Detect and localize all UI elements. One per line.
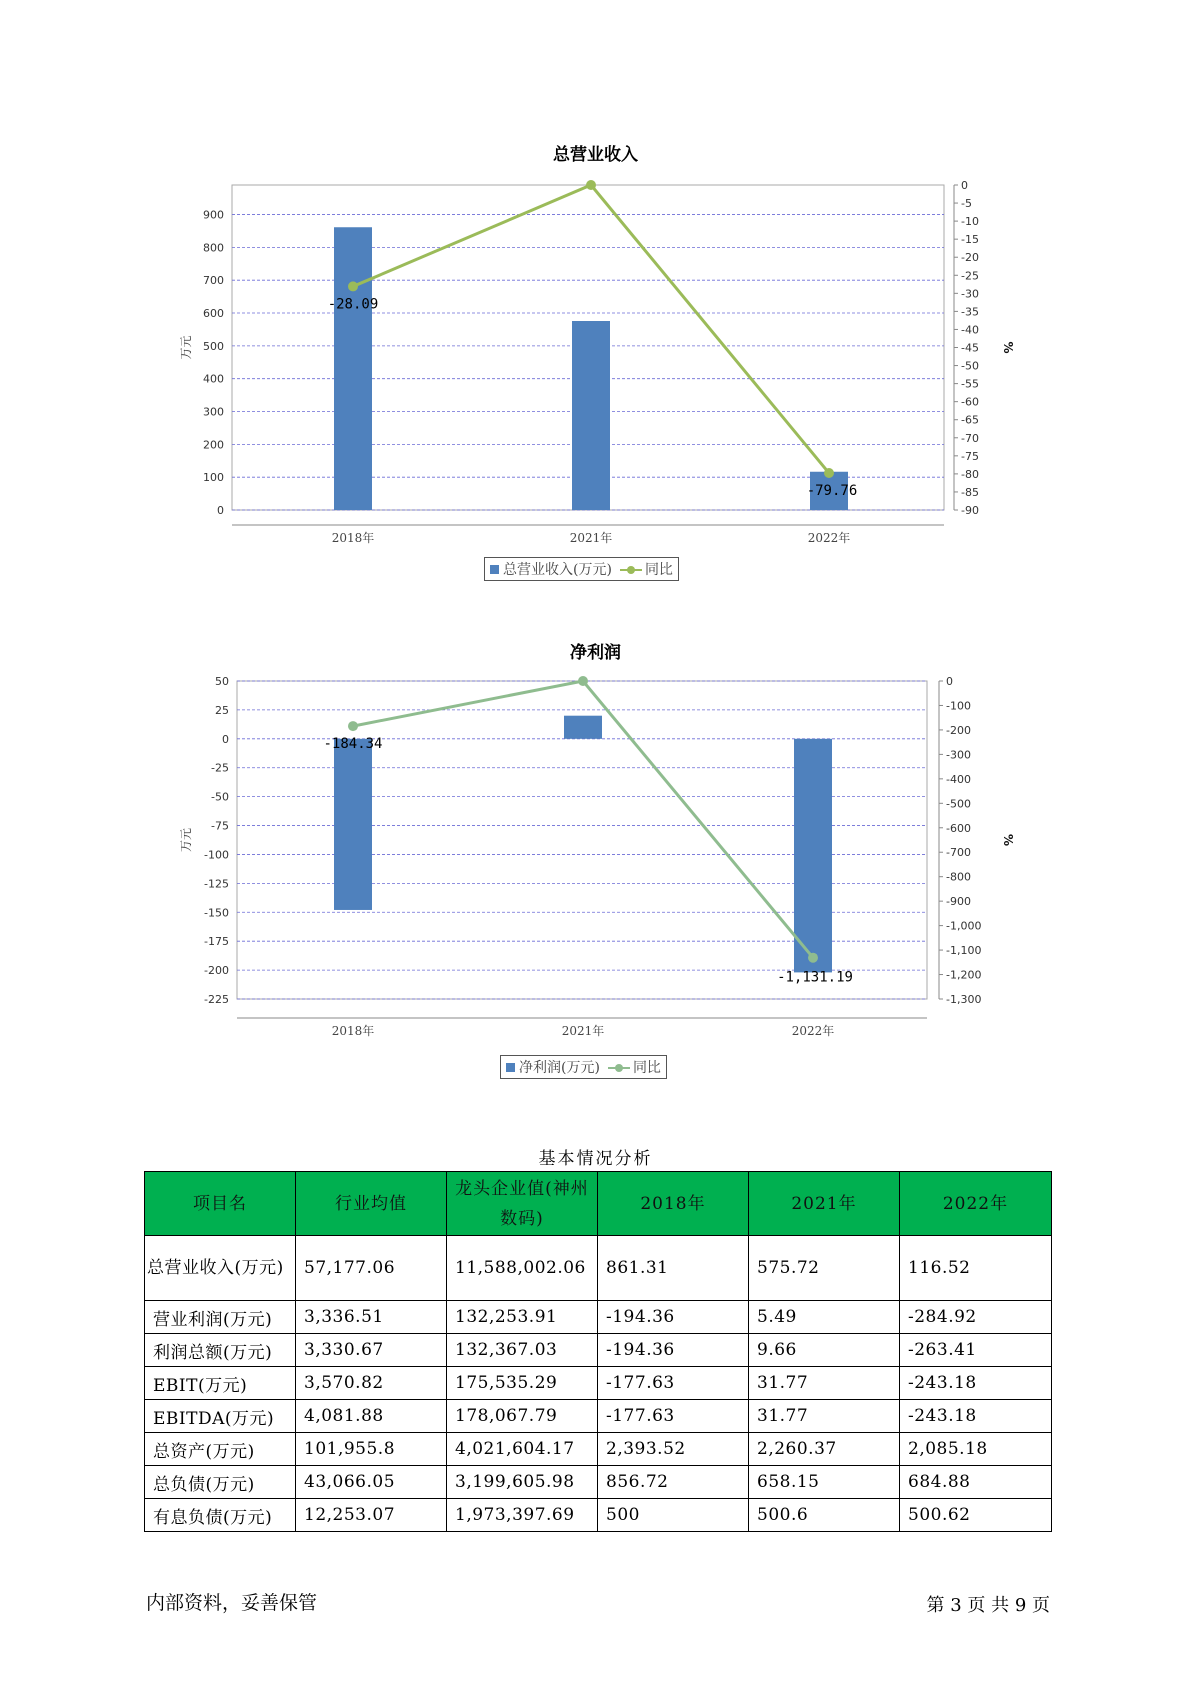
right-tick-label: -100 bbox=[946, 699, 971, 713]
y-tick-label: -50 bbox=[211, 790, 229, 804]
table-row bbox=[145, 1499, 1052, 1532]
y-tick-label: 0 bbox=[217, 504, 224, 517]
right-tick-label: -10 bbox=[961, 215, 979, 229]
net-profit-chart bbox=[0, 638, 1191, 1098]
chart-legend bbox=[500, 1055, 667, 1079]
right-tick-label: -300 bbox=[946, 748, 971, 762]
value-cell: 116.52 bbox=[900, 1236, 1052, 1301]
yoy-point bbox=[348, 281, 358, 291]
right-tick-label: -5 bbox=[961, 197, 972, 211]
right-tick-label: -900 bbox=[946, 895, 971, 909]
chart-title: 总营业收入 bbox=[553, 145, 638, 165]
x-tick-label: 2018年 bbox=[331, 531, 375, 545]
bar bbox=[334, 739, 372, 910]
revenue-chart-plot bbox=[0, 140, 1191, 580]
value-cell: 9.66 bbox=[749, 1334, 900, 1367]
right-tick-label: -40 bbox=[961, 323, 979, 337]
y-tick-label: 50 bbox=[215, 675, 229, 688]
right-tick-label: -600 bbox=[946, 821, 971, 835]
data-label: -28.09 bbox=[327, 296, 379, 313]
y-tick-label: -125 bbox=[204, 877, 229, 891]
right-tick-label: -200 bbox=[946, 723, 971, 737]
table-header-row bbox=[145, 1172, 1052, 1236]
right-axis-title: % bbox=[1001, 833, 1015, 847]
row-label-cell: EBITDA(万元) bbox=[145, 1400, 296, 1433]
line-swatch bbox=[608, 1063, 630, 1072]
value-cell: 31.77 bbox=[749, 1400, 900, 1433]
y-tick-label: -200 bbox=[204, 964, 229, 978]
right-tick-label: -55 bbox=[961, 377, 979, 391]
y-tick-label: 900 bbox=[203, 208, 224, 222]
value-cell: -243.18 bbox=[900, 1367, 1052, 1400]
footer-confidential: 内部资料，妥善保管 bbox=[146, 1592, 318, 1614]
header-cell: 2022年 bbox=[900, 1172, 1052, 1236]
table-row bbox=[145, 1400, 1052, 1433]
value-cell: 4,081.88 bbox=[296, 1400, 447, 1433]
y-tick-label: 100 bbox=[203, 471, 224, 485]
x-tick-label: 2021年 bbox=[569, 531, 613, 545]
bar bbox=[334, 227, 372, 510]
row-label-cell: 利润总额(万元) bbox=[145, 1334, 296, 1367]
value-cell: 57,177.06 bbox=[296, 1236, 447, 1301]
yoy-point bbox=[586, 180, 596, 190]
left-axis-title: 万元 bbox=[179, 827, 193, 853]
x-tick-label: 2022年 bbox=[807, 531, 851, 545]
value-cell: 178,067.79 bbox=[447, 1400, 598, 1433]
value-cell: 2,260.37 bbox=[749, 1433, 900, 1466]
right-tick-label: -500 bbox=[946, 797, 971, 811]
header-cell: 行业均值 bbox=[296, 1172, 447, 1236]
value-cell: 1,973,397.69 bbox=[447, 1499, 598, 1532]
header-cell: 2018年 bbox=[598, 1172, 749, 1236]
value-cell: 11,588,002.06 bbox=[447, 1236, 598, 1301]
value-cell: 132,367.03 bbox=[447, 1334, 598, 1367]
y-tick-label: 200 bbox=[203, 438, 224, 452]
y-tick-label: -75 bbox=[211, 819, 229, 833]
x-tick-label: 2022年 bbox=[791, 1024, 835, 1038]
value-cell: 5.49 bbox=[749, 1301, 900, 1334]
y-tick-label: 300 bbox=[203, 405, 224, 419]
right-tick-label: -45 bbox=[961, 341, 979, 355]
row-label-cell: 有息负债(万元) bbox=[145, 1499, 296, 1532]
value-cell: 101,955.8 bbox=[296, 1433, 447, 1466]
data-label: -184.34 bbox=[323, 736, 383, 753]
value-cell: -194.36 bbox=[598, 1301, 749, 1334]
y-tick-label: 500 bbox=[203, 339, 224, 353]
y-tick-label: 25 bbox=[215, 703, 229, 717]
right-tick-label: 0 bbox=[946, 675, 953, 688]
right-tick-label: -80 bbox=[961, 467, 979, 481]
value-cell: 3,570.82 bbox=[296, 1367, 447, 1400]
table-row bbox=[145, 1466, 1052, 1499]
row-label-cell: 总营业收入(万元) bbox=[145, 1236, 296, 1301]
value-cell: 3,330.67 bbox=[296, 1334, 447, 1367]
value-cell: 132,253.91 bbox=[447, 1301, 598, 1334]
y-tick-label: -225 bbox=[204, 993, 229, 1006]
right-tick-label: -30 bbox=[961, 287, 979, 301]
right-tick-label: -50 bbox=[961, 359, 979, 373]
bar bbox=[572, 321, 610, 510]
yoy-point bbox=[824, 468, 834, 478]
value-cell: 658.15 bbox=[749, 1466, 900, 1499]
net-profit-chart-plot bbox=[0, 638, 1191, 1078]
line-swatch bbox=[620, 565, 642, 574]
chart-title: 净利润 bbox=[570, 643, 621, 663]
right-tick-label: -90 bbox=[961, 504, 979, 517]
bar-swatch bbox=[490, 565, 499, 574]
right-tick-label: -85 bbox=[961, 485, 979, 499]
data-label: -1,131.19 bbox=[777, 969, 853, 986]
right-axis-title: % bbox=[1001, 341, 1015, 354]
basic-analysis-table bbox=[144, 1171, 1052, 1532]
left-axis-title: 万元 bbox=[179, 335, 193, 360]
right-tick-label: -400 bbox=[946, 772, 971, 786]
header-cell: 龙头企业值(神州数码) bbox=[447, 1172, 598, 1236]
right-tick-label: 0 bbox=[961, 179, 968, 192]
right-tick-label: -70 bbox=[961, 431, 979, 445]
right-tick-label: -15 bbox=[961, 233, 979, 247]
value-cell: -194.36 bbox=[598, 1334, 749, 1367]
bar bbox=[564, 716, 602, 739]
right-tick-label: -25 bbox=[961, 269, 979, 283]
y-tick-label: 600 bbox=[203, 307, 224, 321]
value-cell: -263.41 bbox=[900, 1334, 1052, 1367]
yoy-point bbox=[348, 721, 358, 731]
bar-swatch bbox=[506, 1063, 515, 1072]
value-cell: 575.72 bbox=[749, 1236, 900, 1301]
value-cell: 500.6 bbox=[749, 1499, 900, 1532]
legend-line-label: 同比 bbox=[644, 562, 673, 578]
value-cell: 2,393.52 bbox=[598, 1433, 749, 1466]
yoy-point bbox=[578, 676, 588, 686]
y-tick-label: 400 bbox=[203, 372, 224, 386]
right-tick-label: -60 bbox=[961, 395, 979, 409]
value-cell: -243.18 bbox=[900, 1400, 1052, 1433]
table-row bbox=[145, 1301, 1052, 1334]
y-tick-label: -100 bbox=[204, 848, 229, 862]
right-tick-label: -65 bbox=[961, 413, 979, 427]
value-cell: 4,021,604.17 bbox=[447, 1433, 598, 1466]
right-tick-label: -1,200 bbox=[946, 968, 982, 982]
footer-page-number: 第 3 页 共 9 页 bbox=[926, 1595, 1050, 1616]
value-cell: 684.88 bbox=[900, 1466, 1052, 1499]
value-cell: 500 bbox=[598, 1499, 749, 1532]
value-cell: 175,535.29 bbox=[447, 1367, 598, 1400]
legend-bar-label: 净利润(万元) bbox=[519, 1060, 600, 1076]
x-tick-label: 2021年 bbox=[561, 1024, 605, 1038]
y-tick-label: 0 bbox=[222, 732, 229, 746]
right-tick-label: -75 bbox=[961, 449, 979, 463]
bar bbox=[794, 739, 832, 973]
right-tick-label: -20 bbox=[961, 251, 979, 265]
value-cell: 3,199,605.98 bbox=[447, 1466, 598, 1499]
row-label-cell: 总资产(万元) bbox=[145, 1433, 296, 1466]
y-tick-label: -150 bbox=[204, 906, 229, 920]
chart-legend bbox=[484, 557, 679, 581]
value-cell: 861.31 bbox=[598, 1236, 749, 1301]
y-tick-label: -175 bbox=[204, 935, 229, 949]
value-cell: 31.77 bbox=[749, 1367, 900, 1400]
table-title: 基本情况分析 bbox=[538, 1149, 653, 1169]
y-tick-label: 700 bbox=[203, 274, 224, 288]
yoy-point bbox=[808, 953, 818, 963]
y-tick-label: 800 bbox=[203, 241, 224, 255]
x-tick-label: 2018年 bbox=[331, 1024, 375, 1038]
right-tick-label: -700 bbox=[946, 846, 971, 860]
table-row bbox=[145, 1236, 1052, 1301]
header-cell: 2021年 bbox=[749, 1172, 900, 1236]
row-label-cell: EBIT(万元) bbox=[145, 1367, 296, 1400]
value-cell: -177.63 bbox=[598, 1400, 749, 1433]
right-tick-label: -800 bbox=[946, 870, 971, 884]
row-label-cell: 总负债(万元) bbox=[145, 1466, 296, 1499]
value-cell: 856.72 bbox=[598, 1466, 749, 1499]
value-cell: 2,085.18 bbox=[900, 1433, 1052, 1466]
data-label: -79.76 bbox=[806, 483, 858, 500]
value-cell: 500.62 bbox=[900, 1499, 1052, 1532]
value-cell: 3,336.51 bbox=[296, 1301, 447, 1334]
right-tick-label: -1,100 bbox=[946, 944, 982, 958]
table-row bbox=[145, 1334, 1052, 1367]
header-cell: 项目名 bbox=[145, 1172, 296, 1236]
value-cell: -284.92 bbox=[900, 1301, 1052, 1334]
value-cell: -177.63 bbox=[598, 1367, 749, 1400]
revenue-chart bbox=[0, 140, 1191, 600]
row-label-cell: 营业利润(万元) bbox=[145, 1301, 296, 1334]
legend-line-label: 同比 bbox=[632, 1060, 661, 1076]
value-cell: 43,066.05 bbox=[296, 1466, 447, 1499]
table-row bbox=[145, 1367, 1052, 1400]
table-row bbox=[145, 1433, 1052, 1466]
right-tick-label: -1,300 bbox=[946, 993, 982, 1006]
legend-bar-label: 总营业收入(万元) bbox=[503, 562, 612, 578]
right-tick-label: -1,000 bbox=[946, 919, 982, 933]
y-tick-label: -25 bbox=[211, 761, 229, 775]
value-cell: 12,253.07 bbox=[296, 1499, 447, 1532]
right-tick-label: -35 bbox=[961, 305, 979, 319]
